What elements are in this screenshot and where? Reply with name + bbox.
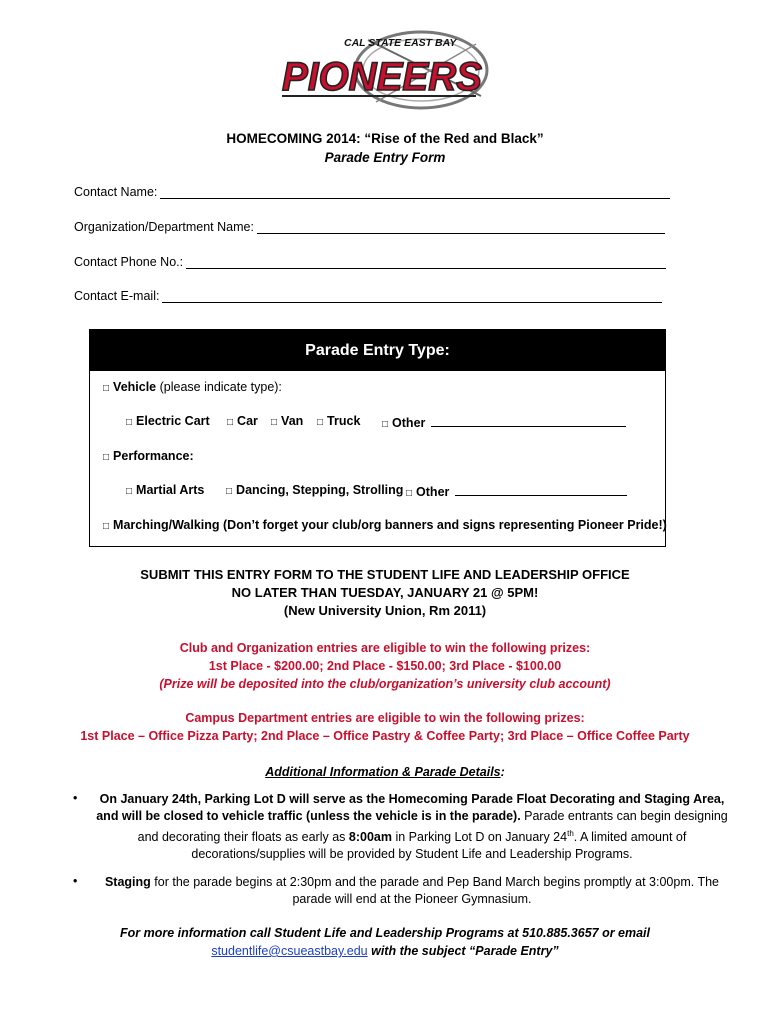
- marching-option[interactable]: [103, 518, 667, 532]
- bullet-1-marker: •: [73, 791, 78, 805]
- dancing-option[interactable]: [226, 483, 403, 497]
- club-prizes-note: (Prize will be deposited into the club/organization’s university club account): [159, 677, 611, 691]
- footer-email-line: studentlife@csueastbay.edu with the subject “Parade Entry”: [211, 944, 559, 958]
- van-label: Van: [281, 414, 304, 428]
- vehicle-other-checkbox[interactable]: □: [382, 419, 389, 430]
- svg-text:CAL STATE EAST BAY: CAL STATE EAST BAY: [344, 37, 457, 49]
- dept-prizes-heading: Campus Department entries are eligible to win the following prizes:: [185, 711, 585, 725]
- submit-line-3: (New University Union, Rm 2011): [283, 603, 487, 618]
- contact-email-field[interactable]: [74, 289, 662, 303]
- performance-other-option[interactable]: [406, 483, 627, 499]
- electric-cart-label: Electric Cart: [136, 414, 210, 428]
- dancing-label: Dancing, Stepping, Strolling: [236, 483, 404, 497]
- contact-name-field[interactable]: [74, 185, 670, 199]
- contact-email-label: Contact E-mail:: [74, 289, 160, 303]
- vehicle-option[interactable]: [103, 380, 282, 394]
- martial-arts-label: Martial Arts: [136, 483, 205, 497]
- svg-text:PIONEERS: PIONEERS: [282, 55, 483, 99]
- form-subtitle: Parade Entry Form: [324, 150, 446, 165]
- car-option[interactable]: [227, 414, 258, 428]
- bullet-2-text: Staging for the parade begins at 2:30pm and the parade and Pep Band March begins promptly at 3:00pm. The parade will end at the Pioneer Gymnasium.: [104, 875, 720, 906]
- form-title: HOMECOMING 2014: “Rise of the Red and Black”: [226, 131, 544, 146]
- vehicle-note: (please indicate type):: [156, 380, 282, 394]
- contact-email-line[interactable]: [162, 289, 662, 303]
- dept-prizes-list: 1st Place – Office Pizza Party; 2nd Place – Office Pastry & Coffee Party; 3rd Place – Office Coffee Party: [80, 729, 690, 743]
- performance-label: Performance:: [113, 449, 194, 463]
- bullet-2-marker: •: [73, 874, 78, 888]
- truck-checkbox[interactable]: □: [317, 417, 324, 428]
- performance-other-checkbox[interactable]: □: [406, 488, 413, 499]
- marching-label: Marching/Walking (Don’t forget your club/org banners and signs representing Pioneer Pride!): [113, 518, 667, 532]
- martial-arts-checkbox[interactable]: □: [126, 486, 133, 497]
- truck-option[interactable]: [317, 414, 360, 428]
- contact-name-label: Contact Name:: [74, 185, 158, 199]
- electric-cart-option[interactable]: [126, 414, 210, 428]
- pioneers-logo: [276, 26, 496, 118]
- marching-checkbox[interactable]: □: [103, 521, 110, 532]
- vehicle-other-option[interactable]: [382, 414, 626, 430]
- contact-phone-field[interactable]: [74, 255, 666, 269]
- organization-name-line[interactable]: [257, 220, 665, 234]
- truck-label: Truck: [327, 414, 361, 428]
- student-life-email-link[interactable]: studentlife@csueastbay.edu: [211, 944, 368, 958]
- contact-name-line[interactable]: [160, 185, 670, 199]
- car-label: Car: [237, 414, 258, 428]
- submit-line-2: NO LATER THAN TUESDAY, JANUARY 21 @ 5PM!: [231, 585, 539, 600]
- electric-cart-checkbox[interactable]: □: [126, 417, 133, 428]
- vehicle-other-label: Other: [392, 416, 426, 430]
- van-checkbox[interactable]: □: [271, 417, 278, 428]
- organization-name-label: Organization/Department Name:: [74, 220, 254, 234]
- performance-other-label: Other: [416, 485, 450, 499]
- performance-option[interactable]: [103, 449, 194, 463]
- vehicle-checkbox[interactable]: □: [103, 383, 110, 394]
- dancing-checkbox[interactable]: □: [226, 486, 233, 497]
- club-prizes-heading: Club and Organization entries are eligible to win the following prizes:: [179, 641, 591, 655]
- additional-info-heading: Additional Information & Parade Details:: [265, 765, 505, 779]
- performance-checkbox[interactable]: □: [103, 452, 110, 463]
- organization-name-field[interactable]: [74, 220, 665, 234]
- club-prizes-amounts: 1st Place - $200.00; 2nd Place - $150.00; 3rd Place - $100.00: [208, 659, 562, 673]
- parade-entry-type-box: [89, 329, 666, 547]
- car-checkbox[interactable]: □: [227, 417, 234, 428]
- vehicle-label: Vehicle: [113, 380, 157, 394]
- performance-other-line[interactable]: [455, 483, 627, 496]
- submit-line-1: SUBMIT THIS ENTRY FORM TO THE STUDENT LIFE AND LEADERSHIP OFFICE: [140, 567, 630, 582]
- bullet-1-text: On January 24th, Parking Lot D will serve as the Homecoming Parade Float Decorating and Staging Area, and will be closed to vehicle traffic (unless the vehicle is in the parade). Parade entrants can begin designing and decorating their floats as early as 8:00am in Parking Lot D on January 24th. A limited amount of decorations/supplies will be provided by Student Life and Leadership Programs.: [96, 792, 728, 862]
- vehicle-other-line[interactable]: [431, 414, 626, 427]
- contact-phone-label: Contact Phone No.:: [74, 255, 184, 269]
- footer-info-line: For more information call Student Life and Leadership Programs at 510.885.3657 or email: [119, 926, 651, 940]
- van-option[interactable]: [271, 414, 303, 428]
- parade-entry-type-header: Parade Entry Type:: [90, 330, 665, 371]
- martial-arts-option[interactable]: [126, 483, 204, 497]
- contact-phone-line[interactable]: [186, 255, 666, 269]
